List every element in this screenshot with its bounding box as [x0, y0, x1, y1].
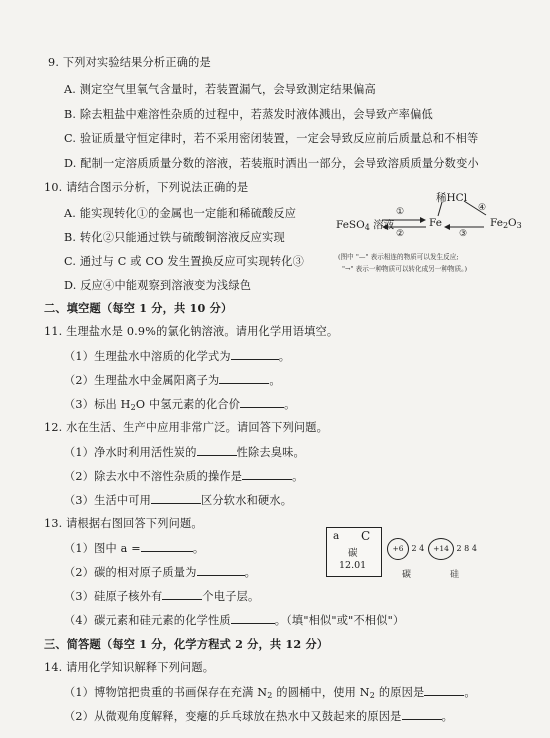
q9-stem: 9. 下列对实验结果分析正确的是 — [48, 56, 211, 69]
diagram-step-1: ① — [396, 207, 405, 217]
element-atomic-number: a — [333, 530, 340, 542]
diagram-note-line2: "→" 表示一种物质可以转化成另一种物质。) — [342, 265, 468, 273]
q12-part-3: （3）生活中可用 区分软水和硬水。 — [64, 494, 293, 507]
q13-stem: 13. 请根据右图回答下列问题。 — [44, 517, 203, 530]
q14-part-1: （1）博物馆把贵重的书画保存在充满 $N_2$ 的圆桶中，使用 $N_2$ 的原因是 。 — [64, 686, 476, 700]
q9-option-a: A. 测定空气里氧气含量时，若装置漏气，会导致测定结果偏高 — [64, 83, 376, 96]
q13-part-2: （2）碳的相对原子质量为 。 — [64, 566, 256, 579]
q11-part-1: （1）生理盐水中溶质的化学式为 。 — [64, 350, 291, 363]
q12-stem: 12. 水在生活、生产中应用非常广泛。请回答下列问题。 — [44, 421, 329, 434]
element-symbol: C — [361, 529, 371, 543]
carbon-nucleus: +6 — [387, 538, 409, 560]
carbon-atom-diagram — [387, 538, 424, 560]
q10-stem: 10. 请结合图示分析，下列说法正确的是 — [44, 181, 249, 194]
q14-stem: 14. 请用化学知识解释下列问题。 — [44, 661, 215, 674]
q12-part-1: （1）净水时利用活性炭的 性除去臭味。 — [64, 446, 305, 459]
q9-option-c: C. 验证质量守恒定律时，若不采用密闭装置，一定会导致反应前后质量总和不相等 — [64, 132, 479, 145]
diagram-note-line1: (图中 "—" 表示相连的物质可以发生反应; — [338, 253, 459, 261]
q10-option-a: A. 能实现转化①的金属也一定能和稀硫酸反应 — [64, 207, 297, 220]
diagram-acid-label: 稀HCl — [436, 192, 468, 204]
q10-option-b: B. 转化②只能通过铁与硫酸铜溶液反应实现 — [64, 231, 285, 244]
q10-option-d: D. 反应④中能观察到溶液变为浅绿色 — [64, 279, 252, 292]
q13-part-4: （4）碳元素和硅元素的化学性质 。（填"相似"或"不相似"） — [64, 614, 405, 627]
section-3-heading: 三、简答题（每空 1 分，化学方程式 2 分，共 12 分） — [44, 637, 329, 651]
diagram-step-2: ② — [396, 229, 405, 239]
q11-part-2: （2）生理盐水中金属阳离子为 。 — [64, 374, 281, 387]
silicon-atom-label: 硅 — [450, 570, 460, 580]
silicon-atom-diagram — [428, 538, 477, 560]
q11-stem: 11. 生理盐水是 0.9%的氯化钠溶液。请用化学用语填空。 — [44, 325, 339, 338]
diagram-fe-label: Fe — [429, 217, 442, 229]
q9-option-b: B. 除去粗盐中难溶性杂质的过程中，若蒸发时液体溅出，会导致产率偏低 — [64, 108, 433, 121]
element-atomic-mass: 12.01 — [339, 560, 367, 571]
q13-part-3: （3）硅原子核外有 个电子层。 — [64, 590, 260, 603]
q14-part-2: （2）从微观角度解释，变瘪的乒乓球放在热水中又鼓起来的原因是 。 — [64, 710, 453, 723]
iron-conversion-diagram — [336, 190, 536, 282]
q11-part-3: （3）标出 $H_2O$ 中氢元素的化合价 。 — [64, 398, 296, 412]
diagram-fe2o3-label: $Fe_2O_3$ — [490, 217, 522, 230]
diagram-feso4-label: FeSO$_4$ 溶液 — [336, 219, 395, 232]
silicon-nucleus: +14 — [428, 538, 454, 560]
diagram-step-3: ③ — [459, 229, 468, 239]
q12-part-2: （2）除去水中不溶性杂质的操作是 。 — [64, 470, 304, 483]
element-name: 碳 — [348, 548, 358, 559]
carbon-electron-shells: 2 4 — [411, 544, 425, 553]
q13-part-1: （1）图中 a = 。 — [64, 542, 205, 555]
q9-option-d: D. 配制一定溶质质量分数的溶液，若装瓶时洒出一部分，会导致溶质质量分数变小 — [64, 157, 479, 170]
carbon-atom-label: 碳 — [402, 570, 412, 580]
diagram-step-4: ④ — [478, 203, 487, 213]
carbon-element-box — [326, 527, 382, 577]
q10-option-c: C. 通过与 C 或 CO 发生置换反应可实现转化③ — [64, 255, 304, 268]
section-2-heading: 二、填空题（每空 1 分，共 10 分） — [44, 301, 233, 315]
silicon-electron-shells: 2 8 4 — [456, 544, 477, 553]
